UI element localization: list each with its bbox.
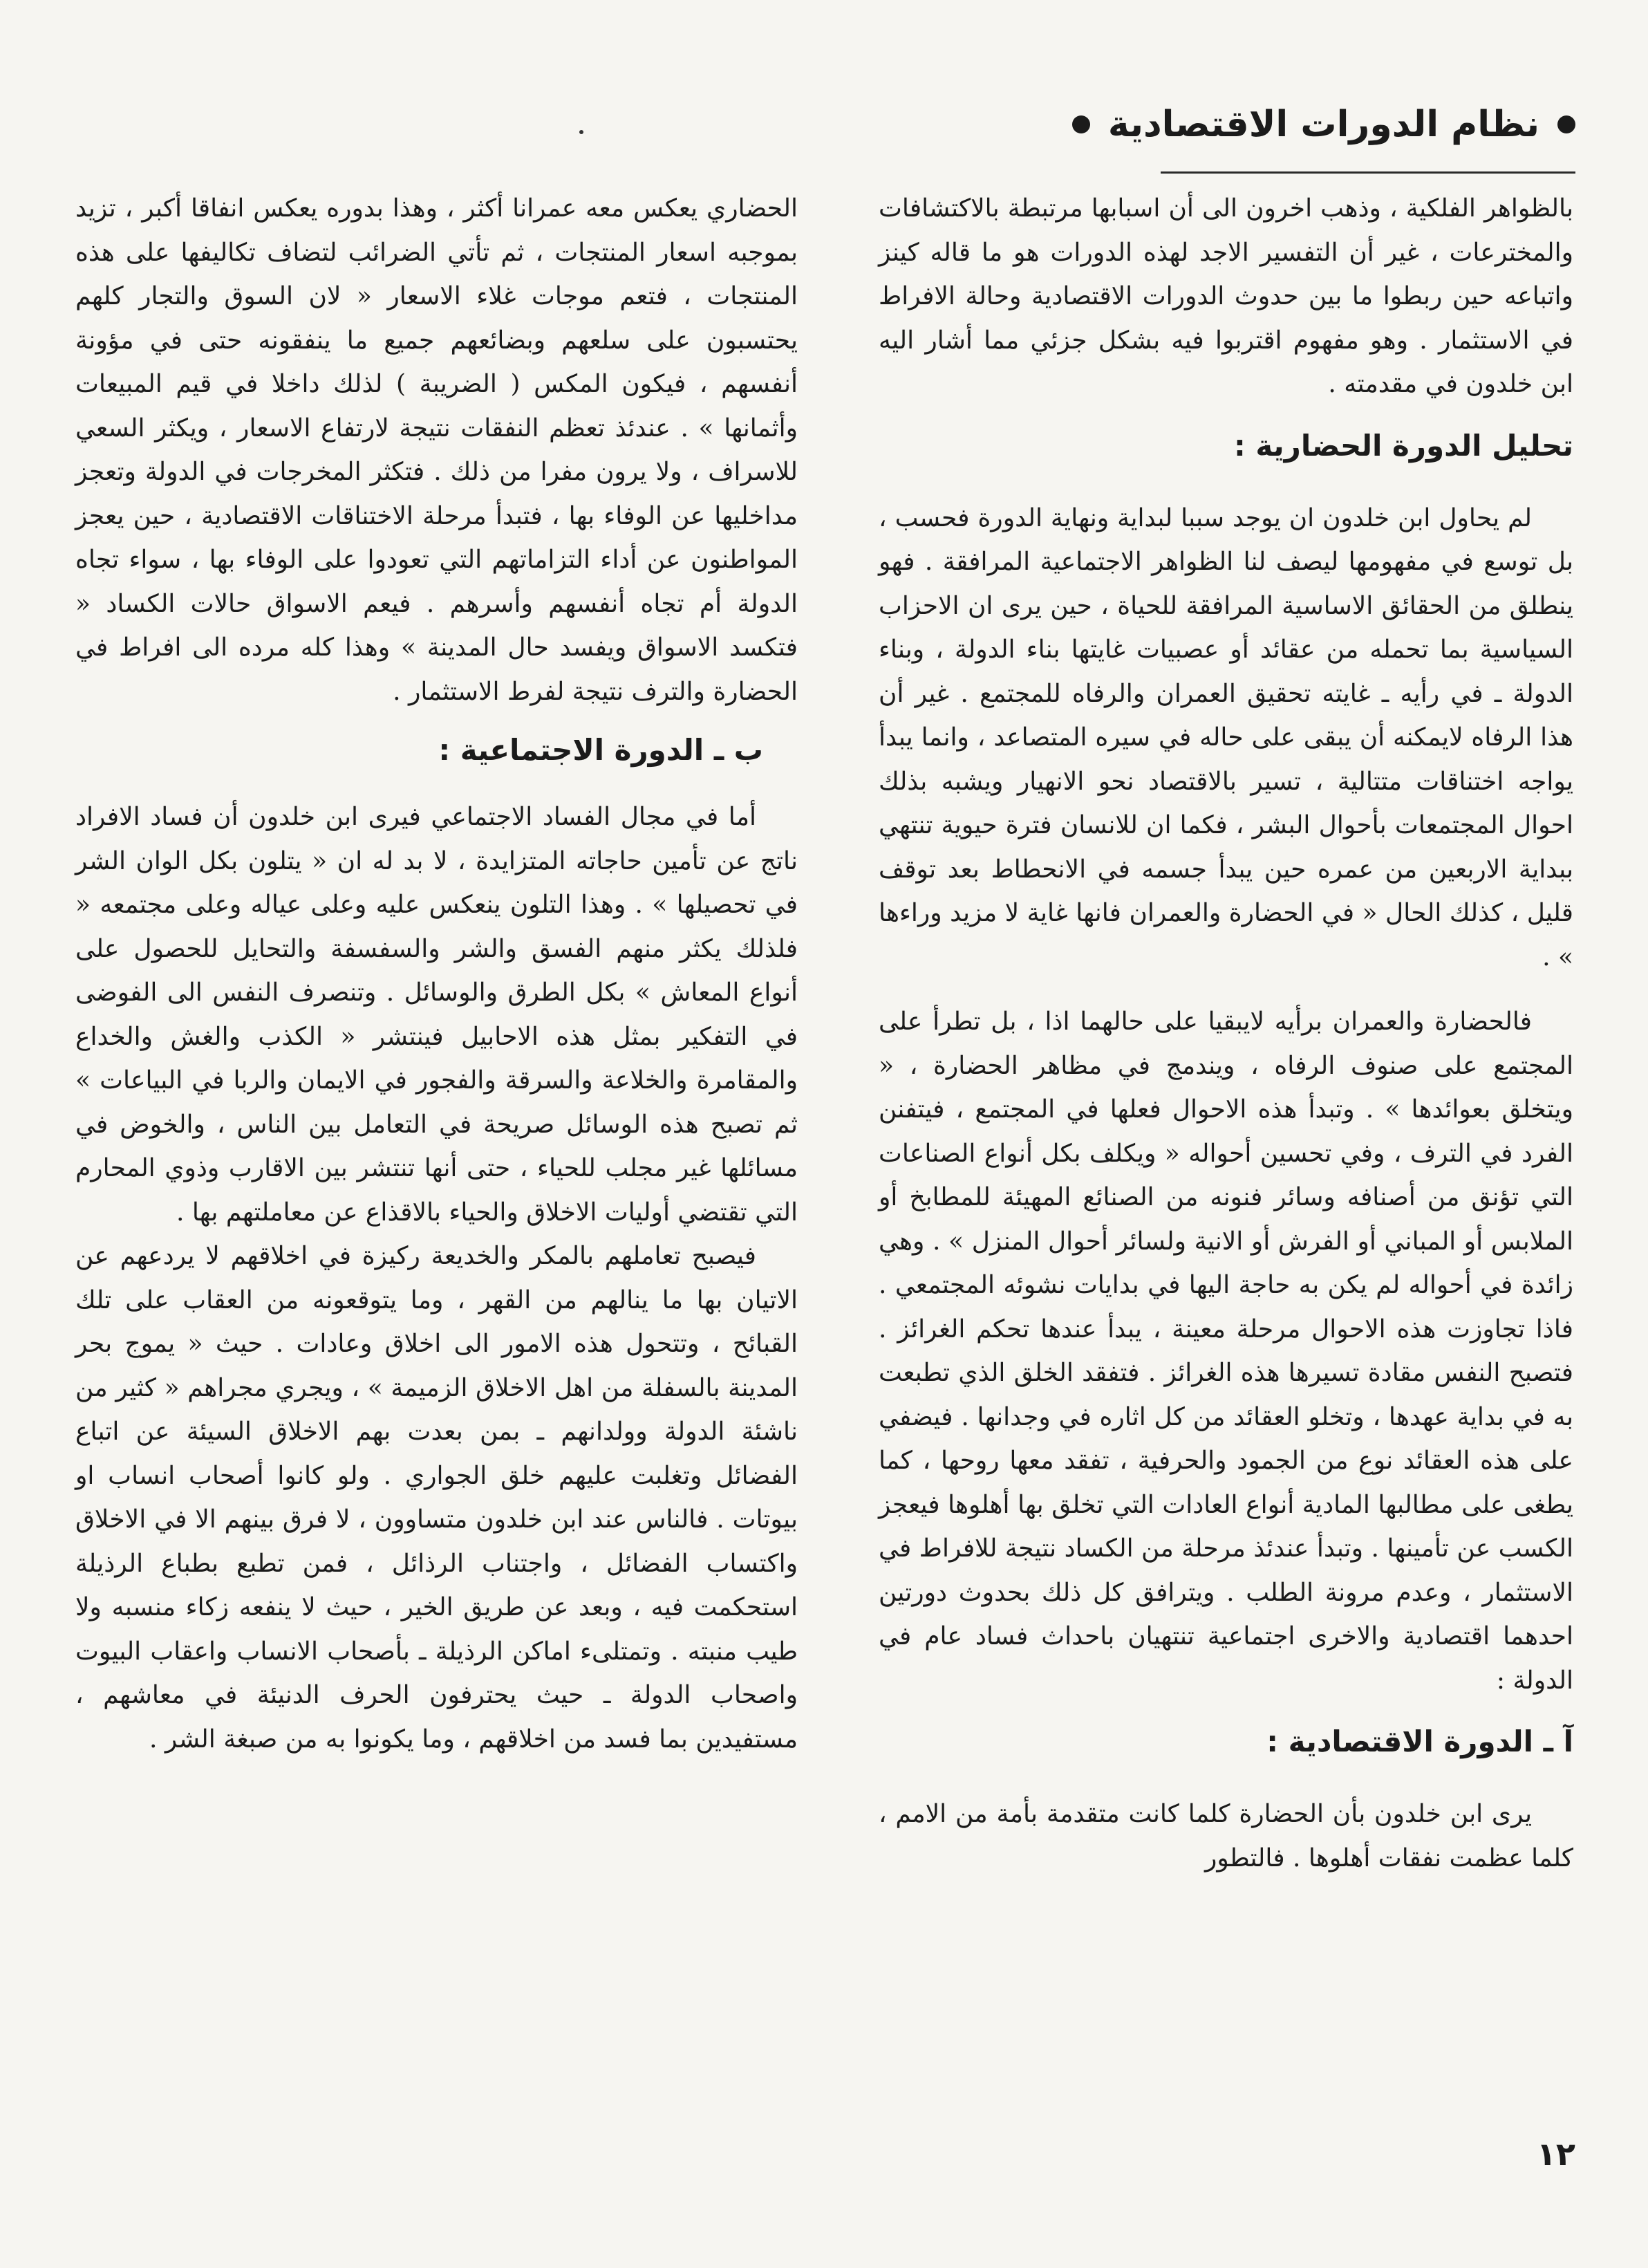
right-paragraph-1: لم يحاول ابن خلدون ان يوجد سببا لبداية ونهاية الدورة فحسب ، بل توسع في مفهومها ليصف لنا الظواهر الاجتماعية المرافقة . فهو ينطلق من الحقائق الاساسية المرافقة للحياة ، حين يرى ان الاحزاب السياسية بما تحمله من عقائد أو عصبيات غايتها بناء الدولة ، وبناء الدولة ـ في رأيه ـ غايته تحقيق العمران والرفاه للمجتمع . غير أن هذا الرفاه لايمكنه أن يبقى على حاله في سيره المتصاعد ، وانما يبدأ يواجه اختناقات متتالية ، تسير بالاقتصاد نحو الانهيار ويشبه بذلك احوال المجتمعات بأحوال البشر ، فكما ان للانسان فترة حيوية تنتهي ببداية الاربعين من عمره حين يبدأ جسمه في الانحطاط بعد توقف قليل ، كذلك الحال « في الحضارة والعمران فانها غاية لا مزيد وراءها » . <box>879 503 1573 972</box>
left-column <box>75 187 798 1761</box>
right-paragraph-2: فالحضارة والعمران برأيه لايبقيا على حالهما اذا ، بل تطرأ على المجتمع على صنوف الرفاه ، ويندمج في مظاهر الحضارة ، « ويتخلق بعوائدها » . وتبدأ هذه الاحوال فعلها في المجتمع ، فيتفنن الفرد في الترف ، وفي تحسين أحواله « ويكلف بكل أنواع الصناعات التي تؤنق من أصنافه وسائر فنونه من الصنائع المهيئة للمطابخ أو الملابس أو المباني أو الفرش أو الانية ولسائر أحوال المنزل » . وهي زائدة في أحواله لم يكن به حاجة اليها في بدايات نشوئه المجتمعي . فاذا تجاوزت هذه الاحوال مرحلة معينة ، يبدأ عندها تحكم الغرائز . فتصبح النفس مقادة تسيرها هذه الغرائز . فتفقد الخلق الذي تطبعت به في بداية عهدها ، وتخلو العقائد من كل اثاره في وجدانها . فيضفي على هذه العقائد نوع من الجمود والحرفية ، تفقد معها روحها ، كما يطغى على مطالبها المادية أنواع العادات التي تخلق بها أهلوها فيعجز الكسب عن تأمينها . وتبدأ عندئذ مرحلة من الكساد نتيجة للافراط في الاستثمار ، وعدم مرونة الطلب . ويترافق كل ذلك بحدوث دورتين احدهما اقتصادية والاخرى اجتماعية تنتهيان باحداث فساد عام في الدولة : <box>879 1007 1573 1695</box>
heading-social-cycle: ب ـ الدورة الاجتماعية : <box>438 733 763 767</box>
right-column <box>879 187 1573 1880</box>
stray-mark <box>579 130 583 134</box>
paragraph-gap <box>879 979 1573 1000</box>
header-rule <box>1161 171 1575 174</box>
right-intro-paragraph: بالظواهر الفلكية ، وذهب اخرون الى أن اسبابها مرتبطة بالاكتشافات والمخترعات ، غير أن التفسير الاجد لهذه الدورات هو ما قاله كينز واتباعه حين ربطوا ما بين حدوث الدورات الاقتصادية وحالة الافراط في الاستثمار . وهو مفهوم اقتربوا فيه بشكل جزئي مما أشار اليه ابن خلدون في مقدمته . <box>879 194 1573 398</box>
heading-economic-cycle: آ ـ الدورة الاقتصادية : <box>1266 1725 1573 1758</box>
header-bullet-icon <box>1557 115 1575 133</box>
right-paragraph-3: يرى ابن خلدون بأن الحضارة كلما كانت متقدمة بأمة من الامم ، كلما عظمت نفقات أهلوها . فالتطور <box>879 1800 1573 1872</box>
left-intro-paragraph: الحضاري يعكس معه عمرانا أكثر ، وهذا بدوره يعكس انفاقا أكبر ، تزيد بموجبه اسعار المنتجات ، ثم تأتي الضرائب لتضاف تكاليفها على هذه المنتجات ، فتعم موجات غلاء الاسعار « لان السوق والتجار كلهم يحتسبون على سلعهم وبضائعهم جميع ما ينفقونه حتى في مؤونة أنفسهم ، فيكون المكس ( الضريبة ) لذلك داخلا في قيم المبيعات وأثمانها » . عندئذ تعظم النفقات نتيجة لارتفاع الاسعار ، ويكثر السعي للاسراف ، ولا يرون مفرا من ذلك . فتكثر المخرجات في الدولة وتعجز مداخليها عن الوفاء بها ، فتبدأ مرحلة الاختناقات الاقتصادية ، حين يعجز المواطنون عن أداء التزاماتهم التي تعودوا على الوفاء بها ، سواء تجاه الدولة أم تجاه أنفسهم وأسرهم . فيعم الاسواق حالات الكساد « فتكسد الاسواق ويفسد حال المدينة » وهذا كله مرده الى افراط في الحضارة والترف نتيجة لفرط الاستثمار . <box>75 194 798 706</box>
left-paragraph-2: فيصبح تعاملهم بالمكر والخديعة ركيزة في اخلاقهم لا يردعهم عن الاتيان بها ما ينالهم من القهر ، وما يتوقعونه من العقاب على تلك القبائح ، وتتحول هذه الامور الى اخلاق وعادات . حيث « يموج بحر المدينة بالسفلة من اهل الاخلاق الزميمة » ، ويجري مجراهم « كثير من ناشئة الدولة وولدانهم ـ بمن بعدت بهم الاخلاق السيئة عن اتباع الفضائل وتغلبت عليهم خلق الجواري . ولو كانوا أصحاب انساب او بيوتات . فالناس عند ابن خلدون متساوون ، لا فرق بينهم الا في الاخلاق واكتساب الفضائل ، واجتناب الرذائل ، فمن تطبع بطباع الرذيلة استحكمت فيه ، وبعد عن طريق الخير ، حيث لا ينفعه زكاء منسبه ولا طيب منبته . وتمتلىء اماكن الرذيلة ـ بأصحاب الانساب واعقاب البيوت واصحاب الدولة ـ حيث يحترفون الحرف الدنيئة في معاشهم ، مستفيدين بما فسد من اخلاقهم ، وما يكونوا به من صبغة الشر . <box>75 1242 798 1754</box>
header-bullet-icon-end <box>1072 115 1090 133</box>
page-number: ١٢ <box>1536 2135 1575 2173</box>
left-paragraph-1: أما في مجال الفساد الاجتماعي فيرى ابن خلدون أن فساد الافراد ناتج عن تأمين حاجاته المتزايدة ، لا بد له ان « يتلون بكل الوان الشر في تحصيلها » . وهذا التلون ينعكس عليه وعلى عياله وعلى مجتمعه « فلذلك يكثر منهم الفسق والشر والسفسفة والتحايل للحصول على أنواع المعاش » بكل الطرق والوسائل . وتنصرف النفس الى الفوضى في التفكير بمثل هذه الاحابيل فينتشر « الكذب والغش والخداع والمقامرة والخلاعة والسرقة والفجور في الايمان والربا في البياعات » ثم تصبح هذه الوسائل صريحة في التعامل بين الناس ، والخوض في مسائلها غير مجلب للحياء ، حتى أنها تنتشر بين الاقارب وذوي المحارم التي تقتضي أوليات الاخلاق والحياء بالاقذاع عن معاملتهم بها . <box>75 803 798 1227</box>
running-header <box>1072 104 1575 145</box>
heading-civilizational-cycle: تحليل الدورة الحضارية : <box>1234 428 1573 463</box>
header-title: نظام الدورات الاقتصادية <box>1107 104 1539 145</box>
